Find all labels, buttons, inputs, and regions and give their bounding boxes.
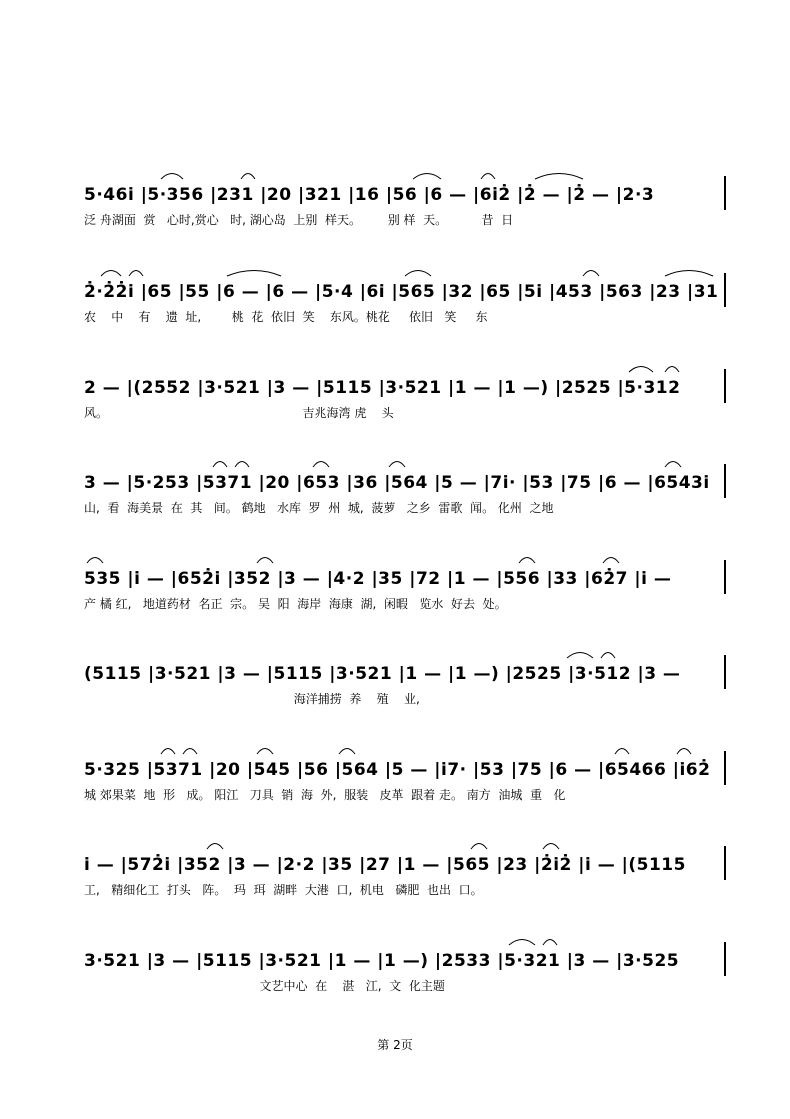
slur	[226, 265, 282, 277]
slur	[338, 743, 356, 755]
score-system	[0, 279, 790, 339]
slur	[582, 265, 600, 277]
slur	[676, 743, 692, 755]
slur	[182, 743, 198, 755]
slur	[206, 838, 224, 850]
score-system	[0, 948, 790, 1008]
barline	[724, 176, 726, 210]
slur	[480, 168, 496, 180]
slur	[160, 743, 176, 755]
lyrics-line: 风。 吉兆海湾 虎 头	[84, 406, 394, 420]
notation-line: 5·46i̇ |5·356 |231 |20 |321 |16 |56 |6 — |6i̇2̇ |2̇ — |2̇ — |2·3	[84, 185, 655, 205]
barline	[724, 942, 726, 976]
score-system	[0, 375, 790, 435]
slur	[128, 265, 144, 277]
lyrics-line: 泛 舟湖面 赏 心时,赏心 时, 湖心岛 上别 样天。 别 样 天。 昔 日	[84, 213, 514, 227]
lyrics-line: 工, 精细化工 打头 阵。 玛 珥 湖畔 大港 口, 机电 磷肥 也出 口。	[84, 883, 483, 897]
slur	[240, 168, 256, 180]
notation-line: 2 — |(2552 |3·521 |3 — |5115 |3·521 |1 — |1 —) |2525 |5·312	[84, 378, 681, 398]
score-system	[0, 661, 790, 721]
notation-line: 5·325 |5371 |20 |545 |56 |564 |5 — |i̇7· |53 |75 |6 — |65466 |i̇62̇	[84, 760, 711, 780]
lyrics-line: 农 中 有 遗 址, 桃 花 依旧 笑 东风。桃花 依旧 笑 东	[84, 310, 488, 324]
slur	[566, 647, 594, 659]
slur	[518, 552, 536, 564]
notation-line: 535 |i̇ — |652̇i̇ |352 |3 — |4·2 |35 |72 |1 — |556 |33 |62̇7 |i̇ —	[84, 569, 672, 589]
barline	[724, 655, 726, 689]
barline	[724, 369, 726, 403]
score-system	[0, 852, 790, 912]
slur	[534, 168, 584, 180]
slur	[470, 838, 488, 850]
slur	[256, 743, 274, 755]
notation-line: (5115 |3·521 |3 — |5115 |3·521 |1 — |1 —) |2525 |3·512 |3 —	[84, 664, 681, 684]
slur	[614, 743, 630, 755]
barline	[724, 846, 726, 880]
slur	[664, 456, 682, 468]
slur	[628, 361, 654, 373]
slur	[600, 647, 616, 659]
slur	[508, 934, 536, 946]
lyrics-line: 海洋捕捞 养 殖 业,	[84, 692, 420, 706]
barline	[724, 464, 726, 498]
notation-line: i̇ — |572̇i̇ |352 |3 — |2·2 |35 |27 |1 — |565 |23 |2̇i̇2̇ |i̇ — |(5115	[84, 855, 686, 875]
slur	[602, 552, 620, 564]
slur	[542, 934, 558, 946]
notation-line: 3 — |5·253 |5371 |20 |653 |36 |564 |5 — |7i̇· |53 |75 |6 — |6543i̇	[84, 473, 710, 493]
page-number: 第 2页	[377, 1038, 413, 1052]
barline	[724, 560, 726, 594]
lyrics-line: 山, 看 海美景 在 其 间。 鹤地 水库 罗 州 城, 菠萝 之乡 雷歌 闻。 化州 之地	[84, 501, 554, 515]
slur	[256, 552, 274, 564]
slur	[234, 456, 250, 468]
slur	[312, 456, 330, 468]
slur	[542, 838, 560, 850]
barline	[724, 273, 726, 307]
slur	[160, 168, 184, 180]
barline	[724, 751, 726, 785]
score-system	[0, 757, 790, 817]
lyrics-line: 产 橘 红, 地道药材 名正 宗。 吴 阳 海岸 海康 湖, 闲暇 览水 好去 处。	[84, 597, 507, 611]
slur	[388, 456, 406, 468]
slur	[404, 265, 432, 277]
slur	[100, 265, 122, 277]
lyrics-line: 城 郊果菜 地 形 成。 阳江 刀具 销 海 外, 服装 皮革 跟着 走。 南方 油城 重 化	[84, 788, 566, 802]
slur	[412, 168, 442, 180]
lyrics-line: 文艺中心 在 湛 江, 文 化主题	[84, 979, 445, 993]
notation-line: 2̇·2̇2̇i̇ |65 |55 |6 — |6 — |5·4 |6i̇ |565 |32 |65 |5i̇ |453 |563 |23 |31	[84, 282, 719, 302]
score-system	[0, 182, 790, 242]
score-system	[0, 566, 790, 626]
slur	[664, 265, 714, 277]
slur	[664, 361, 680, 373]
notation-line: 3·521 |3 — |5115 |3·521 |1 — |1 —) |2533 |5·321 |3 — |3·525	[84, 951, 680, 971]
score-system	[0, 470, 790, 530]
slur	[86, 552, 104, 564]
slur	[212, 456, 228, 468]
